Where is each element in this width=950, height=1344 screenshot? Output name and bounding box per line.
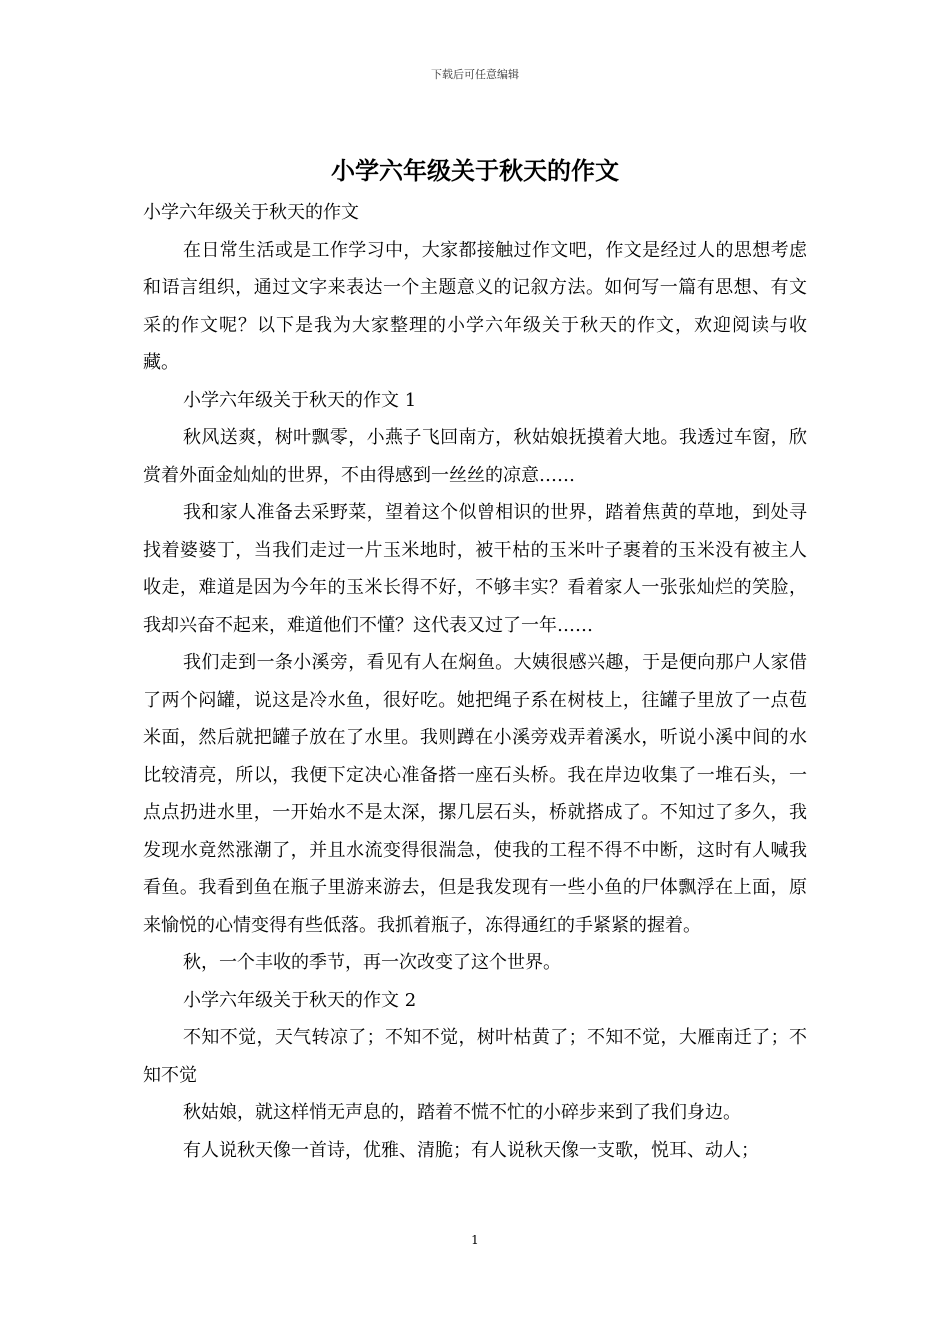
paragraph: 秋姑娘，就这样悄无声息的，踏着不慌不忙的小碎步来到了我们身边。 [183,1102,741,1123]
paragraph: 我们走到一条小溪旁，看见有人在焖鱼。大姨很感兴趣，于是便向那户人家借了两个闷罐，说这是冷水鱼，很好吃。她把绳子系在树枝上，往罐子里放了一点苞米面，然后就把罐子放在了水里。我则蹲在小溪旁戏弄着溪水，听说小溪中间的水比较清亮，所以，我便下定决心准备搭一座石头桥。我在岸边收集了一堆石头，一点点扔进水里，一开始水不是太深，摞几层石头，桥就搭成了。不知过了多久，我发现水竟然涨潮了，并且水流变得很湍急，使我的工程不得不中断，这时有人喊我看鱼。我看到鱼在瓶子里游来游去，但是我发现有一些小鱼的尸体飘浮在上面，原来愉悦的心情变得有些低落。我抓着瓶子，冻得通红的手紧紧的握着。 [143,652,807,936]
paragraph: 秋，一个丰收的季节，再一次改变了这个世界。 [183,952,561,973]
header-note: 下载后可任意编辑 [431,68,519,81]
paragraph: 我和家人准备去采野菜，望着这个似曾相识的世界，踏着焦黄的草地，到处寻找着婆婆丁，当我们走过一片玉米地时，被干枯的玉米叶子裹着的玉米没有被主人收走，难道是因为今年的玉米长得不好，不够丰实？看着家人一张张灿烂的笑脸，我却兴奋不起来，难道他们不懂？这代表又过了一年…… [143,502,807,636]
paragraph: 秋风送爽，树叶飘零，小燕子飞回南方，秋姑娘抚摸着大地。我透过车窗，欣赏着外面金灿灿的世界，不由得感到一丝丝的凉意…… [143,427,807,486]
page-number: 1 [471,1233,479,1247]
essay-heading-1: 小学六年级关于秋天的作文 1 [183,389,417,411]
document-body [143,194,807,1169]
document-subtitle: 小学六年级关于秋天的作文 [143,202,359,223]
essay-heading-2: 小学六年级关于秋天的作文 2 [183,989,417,1011]
paragraph-intro: 在日常生活或是工作学习中，大家都接触过作文吧，作文是经过人的思想考虑和语言组织，通过文字来表达一个主题意义的记叙方法。如何写一篇有思想、有文采的作文呢？以下是我为大家整理的小学六年级关于秋天的作文，欢迎阅读与收藏。 [143,239,807,373]
paragraph: 有人说秋天像一首诗，优雅、清脆；有人说秋天像一支歌，悦耳、动人； [183,1139,759,1161]
paragraph: 不知不觉，天气转凉了；不知不觉，树叶枯黄了；不知不觉，大雁南迁了；不知不觉 [143,1027,807,1086]
document-title: 小学六年级关于秋天的作文 [331,156,619,185]
